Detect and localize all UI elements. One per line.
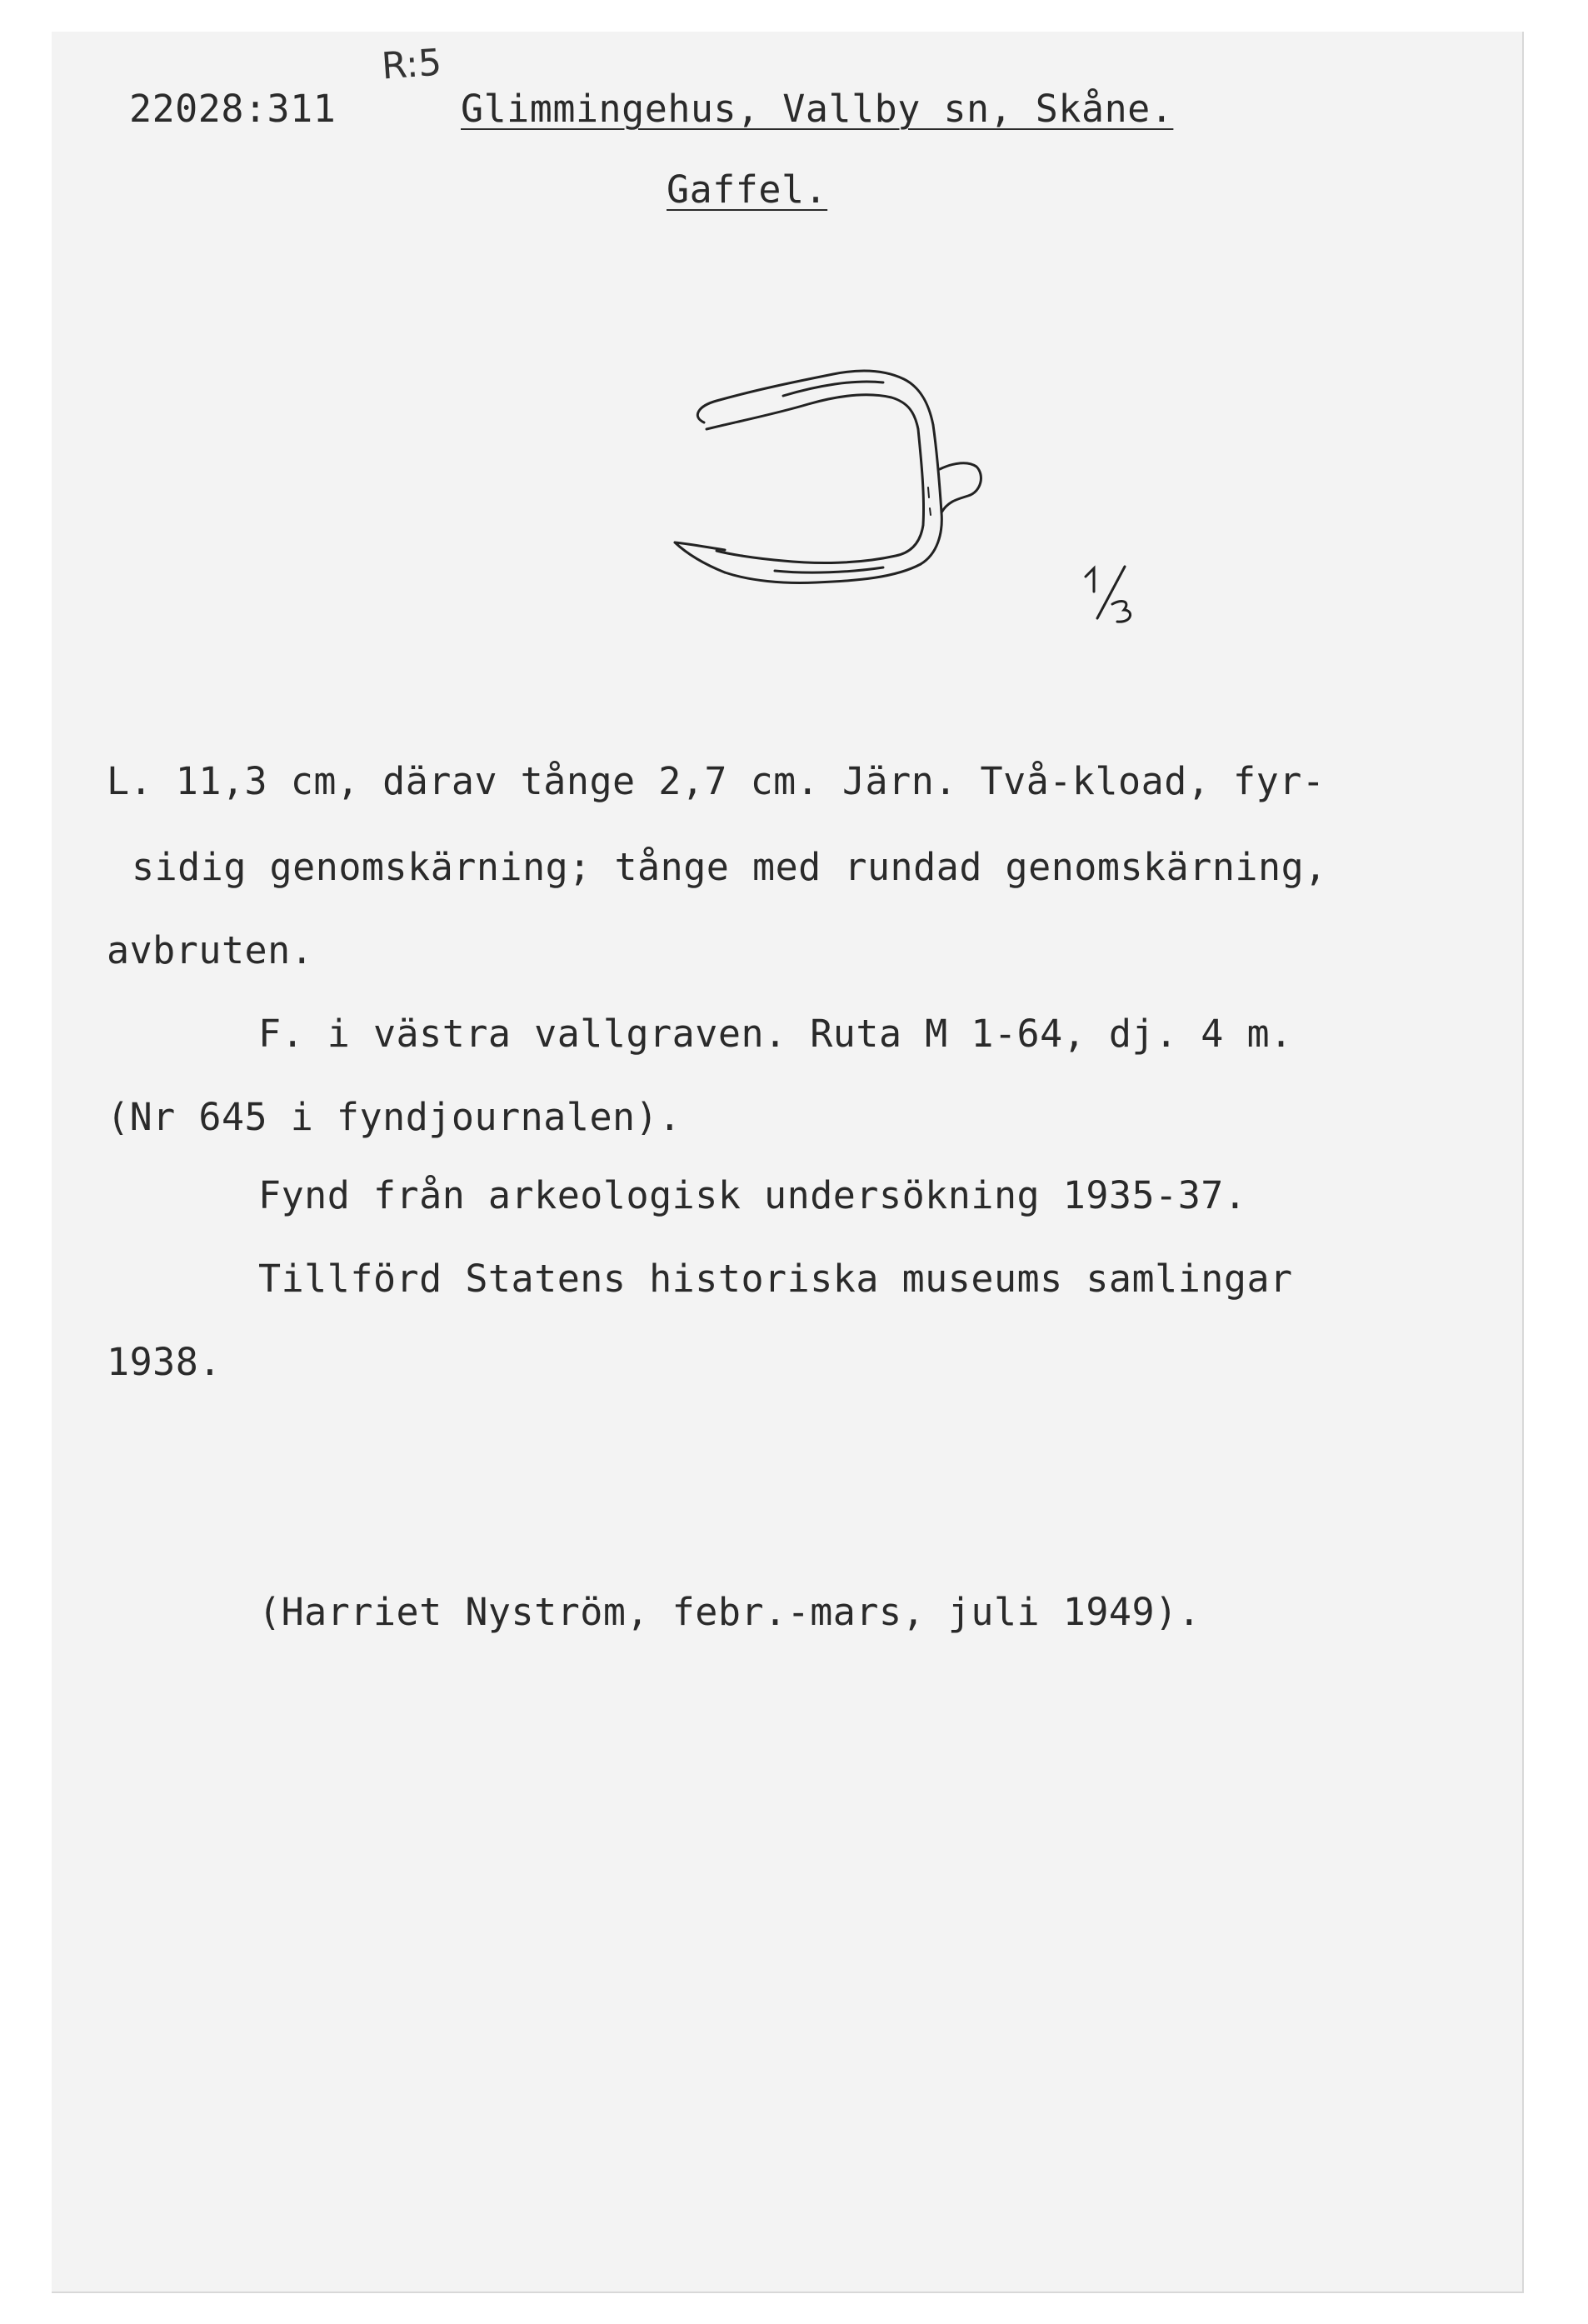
description-line-2: sidig genomskärning; tånge med rundad genomskärning, bbox=[132, 845, 1327, 889]
find-line-1: F. i västra vallgraven. Ruta M 1-64, dj. 4 m. bbox=[258, 1012, 1293, 1056]
location-heading: Glimmingehus, Vallby sn, Skåne. bbox=[461, 87, 1174, 131]
author-line: (Harriet Nyström, febr.-mars, juli 1949). bbox=[258, 1590, 1201, 1634]
object-name: Gaffel. bbox=[667, 167, 828, 212]
catalog-number: 22028:311 bbox=[129, 87, 337, 131]
description-line-3: avbruten. bbox=[107, 928, 314, 972]
find-line-2: (Nr 645 i fyndjournalen). bbox=[107, 1095, 682, 1139]
scale-notation bbox=[1079, 558, 1154, 633]
acquisition-line-2: 1938. bbox=[107, 1340, 222, 1384]
handwritten-mark: R:5 bbox=[380, 41, 443, 88]
description-line-1: L. 11,3 cm, därav tånge 2,7 cm. Järn. Två-kload, fyr- bbox=[107, 759, 1326, 803]
acquisition-line-1: Tillförd Statens historiska museums samlingar bbox=[258, 1257, 1293, 1301]
fork-sketch-icon bbox=[658, 346, 1050, 612]
origin-line: Fynd från arkeologisk undersökning 1935-37. bbox=[258, 1173, 1247, 1217]
